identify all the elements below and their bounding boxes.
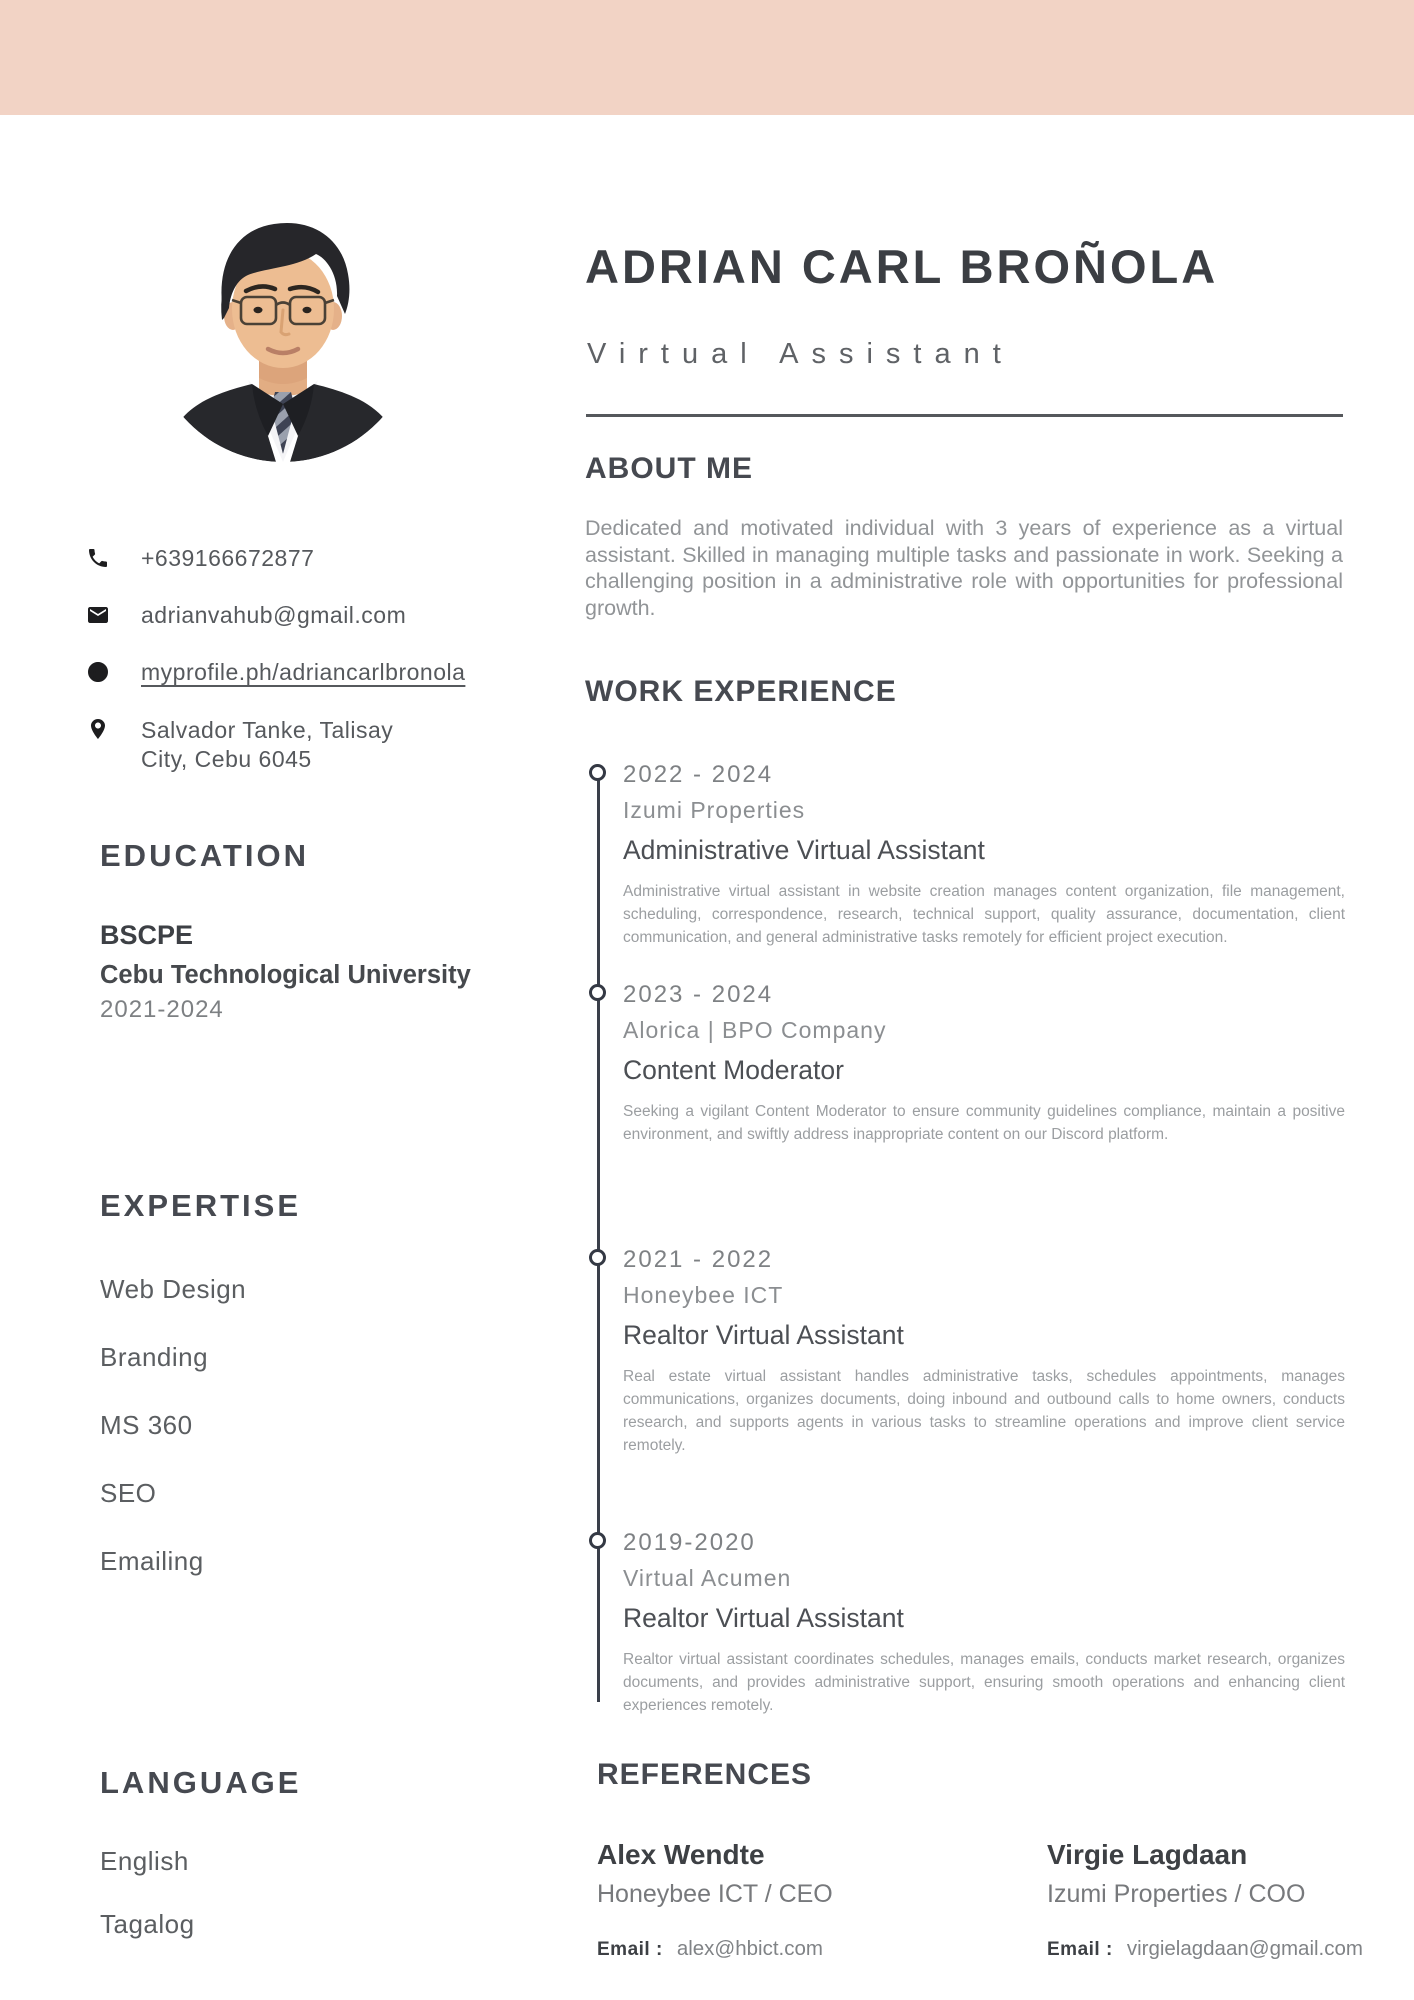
profile-photo — [150, 196, 416, 462]
page-title: ADRIAN CARL BROÑOLA — [585, 240, 1219, 293]
work-description: Realtor virtual assistant coordinates schedules, manages emails, conducts market research, organizes documents, and provides administrative support, ensuring smooth operations and enhancing client experiences remotely. — [623, 1651, 1345, 1714]
about-heading: ABOUT ME — [585, 452, 753, 485]
education-section — [100, 838, 480, 1025]
reference-email: alex@hbict.com — [676, 1937, 823, 1960]
work-entry — [585, 1528, 1345, 1717]
reference-email-row — [597, 1937, 1047, 1961]
timeline-marker-icon — [589, 764, 606, 781]
list-item: Tagalog — [100, 1909, 195, 1939]
about-text: Dedicated and motivated individual with 3 years of experience as a virtual assistant. Skilled in managing multiple tasks and passionate in work. Seeking a challenging position in a administrative role with opportunities for professional growth. — [585, 516, 1343, 620]
email-address: adrianvahub@gmail.com — [141, 602, 407, 628]
reference-card — [1047, 1839, 1377, 1961]
timeline-marker-icon — [589, 1532, 606, 1549]
expertise-section — [100, 1188, 480, 1615]
reference-cards — [597, 1839, 1377, 1961]
contact-website-row — [85, 659, 475, 685]
list-item: Branding — [100, 1342, 209, 1372]
phone-icon — [85, 545, 111, 571]
work-description: Administrative virtual assistant in website creation manages content organization, file management, scheduling, correspondence, research, technical support, quality assurance, documentation, client communication, and general administrative tasks remotely for efficient project execution. — [623, 883, 1345, 946]
language-heading: LANGUAGE — [100, 1765, 302, 1800]
work-entry — [585, 980, 1345, 1146]
references-heading: REFERENCES — [597, 1758, 813, 1791]
reference-title: Izumi Properties / COO — [1047, 1880, 1306, 1908]
language-list — [100, 1846, 480, 1939]
list-item: Web Design — [100, 1274, 247, 1304]
education-years: 2021-2024 — [100, 996, 224, 1023]
reference-card — [597, 1839, 1047, 1961]
work-role: Content Moderator — [623, 1055, 844, 1085]
location-icon — [85, 716, 111, 742]
reference-name: Alex Wendte — [597, 1839, 765, 1870]
work-role: Realtor Virtual Assistant — [623, 1320, 904, 1350]
website-link[interactable]: myprofile.ph/adriancarlbronola — [141, 659, 466, 685]
work-entry — [585, 1245, 1345, 1457]
work-company: Izumi Properties — [623, 797, 806, 823]
email-label: Email : — [597, 1939, 663, 1960]
work-description: Real estate virtual assistant handles administrative tasks, schedules appointments, manages communications, organizes documents, doing inbound and outbound calls to home owners, conducts research, and supports agents in various tasks to streamline operations and improve client service remotely. — [623, 1368, 1345, 1454]
work-heading: WORK EXPERIENCE — [585, 675, 897, 708]
work-company: Virtual Acumen — [623, 1565, 792, 1591]
globe-icon — [85, 659, 111, 685]
email-icon — [85, 602, 111, 628]
work-role: Realtor Virtual Assistant — [623, 1603, 904, 1633]
work-company: Alorica | BPO Company — [623, 1017, 887, 1043]
work-entry — [585, 760, 1345, 949]
reference-name: Virgie Lagdaan — [1047, 1839, 1248, 1870]
work-role: Administrative Virtual Assistant — [623, 835, 985, 865]
email-label: Email : — [1047, 1939, 1113, 1960]
language-section — [100, 1765, 480, 1972]
address-text — [141, 716, 393, 774]
phone-number: +639166672877 — [141, 545, 315, 571]
reference-email: virgielagdaan@gmail.com — [1126, 1937, 1363, 1960]
header-divider — [586, 414, 1343, 417]
education-heading: EDUCATION — [100, 838, 309, 873]
reference-title: Honeybee ICT / CEO — [597, 1880, 833, 1908]
expertise-heading: EXPERTISE — [100, 1188, 301, 1223]
address-line1: Salvador Tanke, Talisay — [141, 717, 394, 743]
references-section — [597, 1758, 1377, 1961]
contact-phone-row — [85, 545, 475, 571]
contact-email-row — [85, 602, 475, 628]
work-company: Honeybee ICT — [623, 1282, 784, 1308]
expertise-list — [100, 1275, 480, 1575]
work-dates: 2022 - 2024 — [623, 761, 774, 788]
list-item: MS 360 — [100, 1410, 193, 1440]
education-degree: BSCPE — [100, 920, 194, 950]
contact-location-row — [85, 716, 475, 774]
work-dates: 2021 - 2022 — [623, 1246, 774, 1273]
timeline-marker-icon — [589, 984, 606, 1001]
top-accent-band — [0, 0, 1414, 115]
list-item: SEO — [100, 1478, 157, 1508]
work-description: Seeking a vigilant Content Moderator to ensure community guidelines compliance, maintain a positive environment, and swiftly address inappropriate content on our Discord platform. — [623, 1103, 1345, 1143]
profile-photo-illustration — [150, 196, 416, 462]
education-school: Cebu Technological University — [100, 961, 471, 989]
job-title: Virtual Assistant — [587, 338, 1014, 370]
address-line2: City, Cebu 6045 — [141, 746, 312, 772]
list-item: English — [100, 1846, 189, 1876]
work-dates: 2023 - 2024 — [623, 981, 774, 1008]
reference-email-row — [1047, 1937, 1377, 1961]
contact-section — [85, 545, 475, 805]
timeline-marker-icon — [589, 1249, 606, 1266]
work-timeline — [585, 760, 1345, 1720]
work-dates: 2019-2020 — [623, 1529, 756, 1556]
list-item: Emailing — [100, 1546, 204, 1576]
